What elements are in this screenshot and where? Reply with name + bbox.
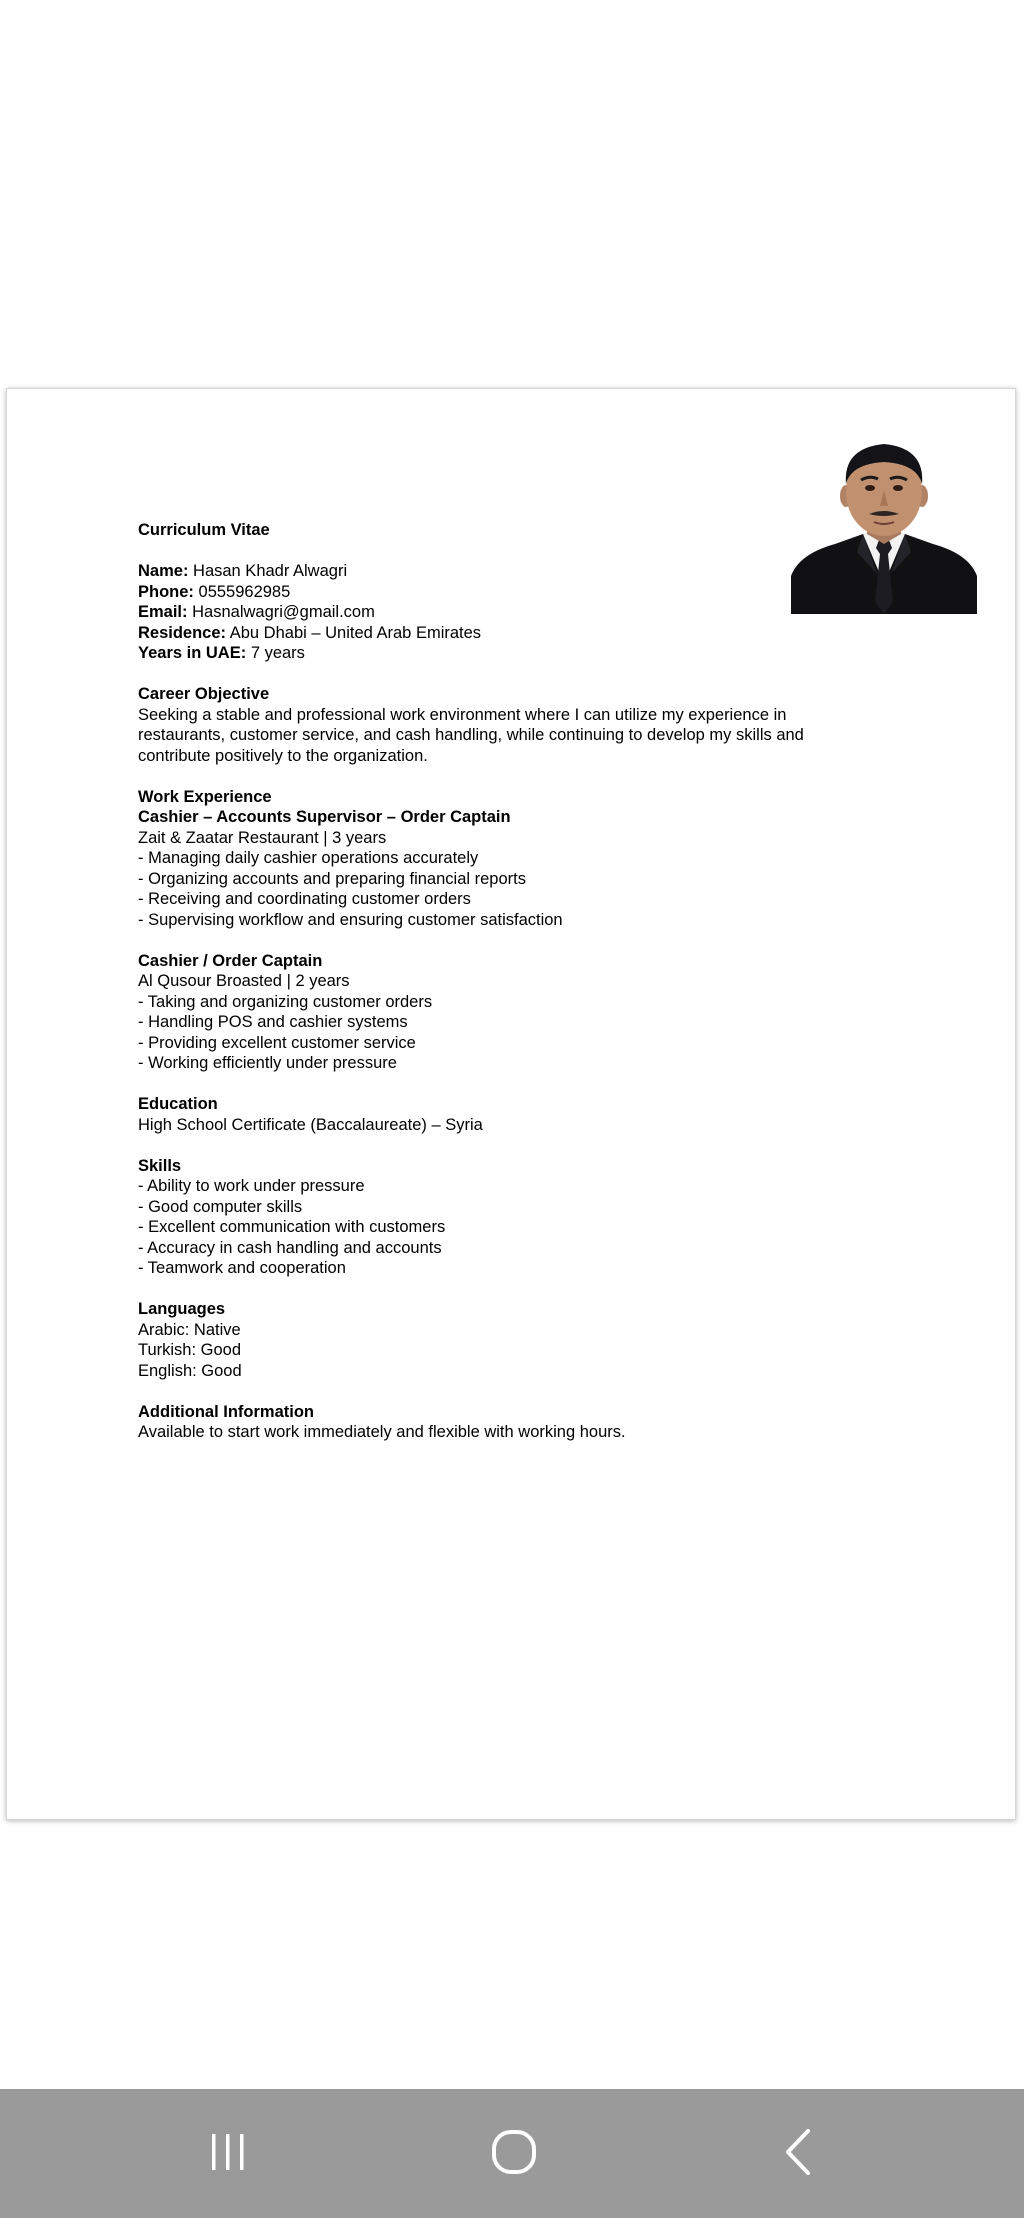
cv-content	[138, 520, 838, 1443]
career-objective-line: contribute positively to the organization.	[138, 746, 428, 765]
education-line: High School Certificate (Baccalaureate) – Syria	[138, 1115, 483, 1134]
back-icon	[778, 2127, 822, 2182]
recent-apps-icon	[206, 2130, 250, 2179]
cv-page	[6, 388, 1016, 1820]
personal-residence: Residence: Abu Dhabi – United Arab Emirates	[138, 623, 482, 642]
languages-heading: Languages	[138, 1300, 226, 1318]
career-objective-line: Seeking a stable and professional work environment where I can utilize my experience in	[138, 705, 787, 724]
personal-name: Name: Hasan Khadr Alwagri	[138, 562, 348, 580]
job-duty: - Handling POS and cashier systems	[138, 1013, 408, 1031]
job-duty: - Organizing accounts and preparing financial reports	[138, 869, 526, 888]
job-duty: - Taking and organizing customer orders	[138, 992, 433, 1011]
language-item: Turkish: Good	[138, 1341, 242, 1359]
back-button[interactable]	[755, 2119, 845, 2189]
job-duty: - Providing excellent customer service	[138, 1033, 416, 1052]
language-item: English: Good	[138, 1361, 242, 1380]
home-button[interactable]	[469, 2119, 559, 2189]
home-icon	[489, 2127, 539, 2182]
job-duty: - Supervising workflow and ensuring customer satisfaction	[138, 910, 563, 929]
language-item: Arabic: Native	[138, 1320, 241, 1339]
job-duty: - Working efficiently under pressure	[138, 1054, 397, 1072]
skill-item: - Ability to work under pressure	[138, 1177, 365, 1195]
personal-years-in-uae: Years in UAE: 7 years	[138, 644, 305, 662]
career-objective-heading: Career Objective	[138, 685, 270, 703]
skill-item: - Teamwork and cooperation	[138, 1259, 346, 1277]
additional-info-line: Available to start work immediately and flexible with working hours.	[138, 1423, 626, 1441]
skill-item: - Good computer skills	[138, 1197, 303, 1216]
personal-phone: Phone: 0555962985	[138, 582, 291, 601]
work-experience-heading: Work Experience	[138, 787, 272, 806]
android-navigation-bar	[0, 2089, 1024, 2218]
skills-heading: Skills	[138, 1156, 182, 1175]
recent-apps-button[interactable]	[183, 2119, 273, 2189]
skill-item: - Excellent communication with customers	[138, 1218, 446, 1236]
job-duty: - Managing daily cashier operations accurately	[138, 849, 479, 867]
job-title: Cashier – Accounts Supervisor – Order Captain	[138, 808, 511, 826]
job-company: Al Qusour Broasted | 2 years	[138, 972, 350, 990]
education-heading: Education	[138, 1095, 218, 1113]
additional-info-heading: Additional Information	[138, 1402, 314, 1421]
job-duty: - Receiving and coordinating customer orders	[138, 890, 471, 908]
skill-item: - Accuracy in cash handling and accounts	[138, 1238, 442, 1257]
job-company: Zait & Zaatar Restaurant | 3 years	[138, 828, 387, 847]
job-title: Cashier / Order Captain	[138, 951, 323, 970]
career-objective-line: restaurants, customer service, and cash handling, while continuing to develop my skills and	[138, 726, 804, 744]
document-title: Curriculum Vitae	[138, 521, 270, 539]
personal-email: Email: Hasnalwagri@gmail.com	[138, 603, 375, 621]
